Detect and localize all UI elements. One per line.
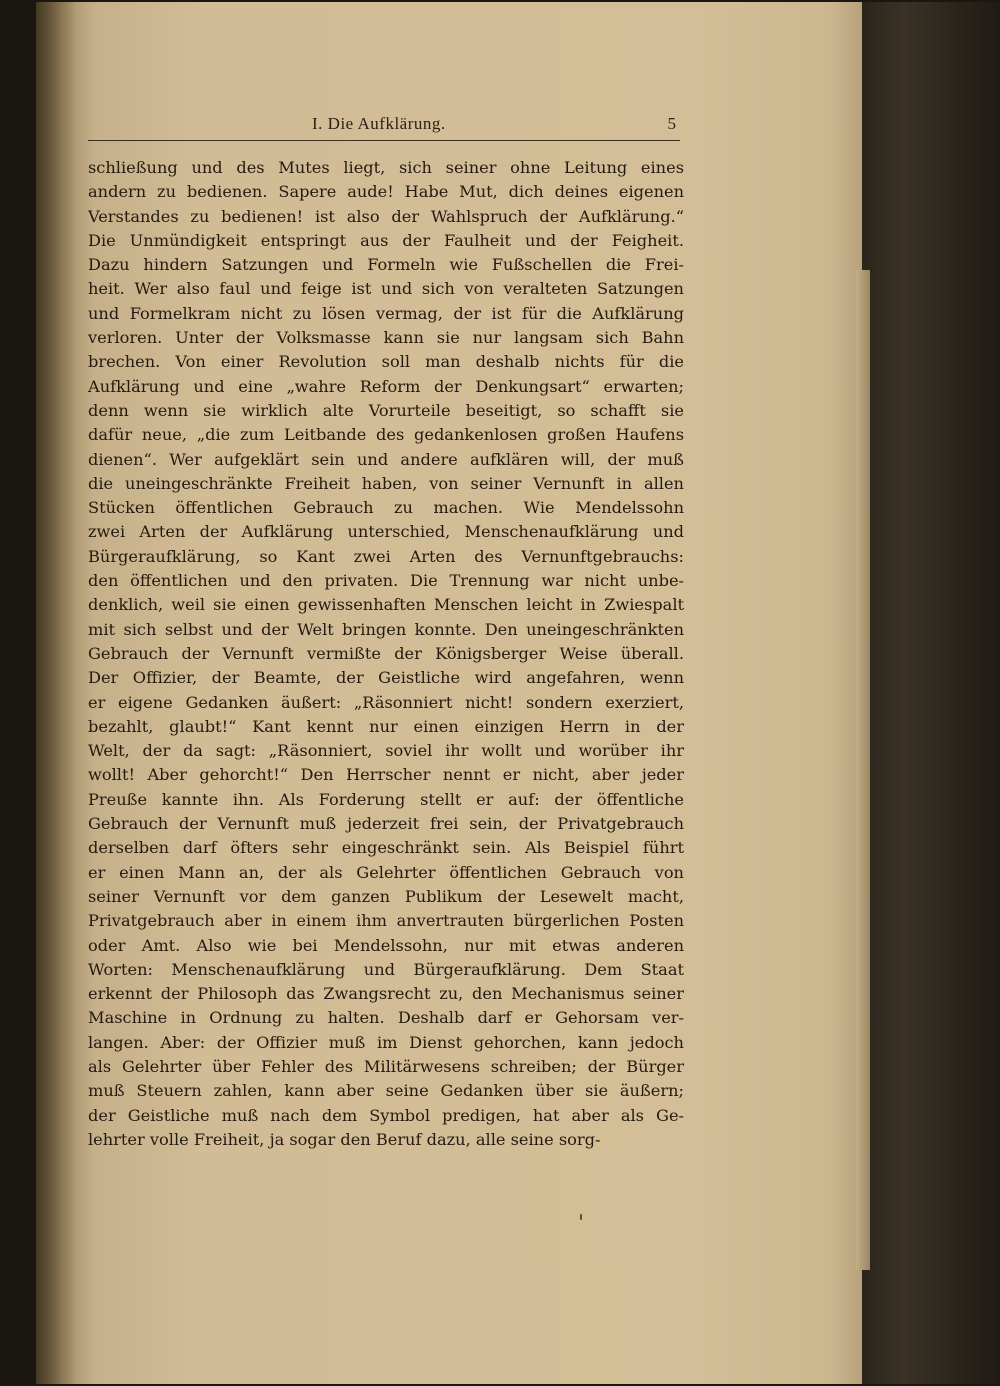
text-line: als Gelehrter über Fehler des Militärwesens schreiben; der Bürger	[88, 1056, 684, 1076]
running-head	[88, 114, 680, 141]
next-page-edge	[856, 270, 870, 1270]
text-line: und Formelkram nicht zu lösen vermag, der ist für die Aufklärung	[88, 303, 684, 323]
text-line: heit. Wer also faul und feige ist und sich von veralteten Satzungen	[88, 279, 684, 299]
text-line: Privatgebrauch aber in einem ihm anvertrauten bürgerlichen Posten	[88, 911, 684, 931]
text-line: brechen. Von einer Revolution soll man deshalb nichts für die	[88, 352, 684, 372]
text-line: denklich, weil sie einen gewissenhaften Menschen leicht in Zwiespalt	[88, 595, 684, 615]
text-line: Gebrauch der Vernunft vermißte der Königsberger Weise überall.	[88, 643, 684, 663]
chapter-title: I. Die Aufklärung.	[312, 114, 446, 133]
body-text	[88, 156, 684, 1152]
text-line: denn wenn sie wirklich alte Vorurteile beseitigt, so schafft sie	[88, 400, 684, 420]
text-line: Gebrauch der Vernunft muß jederzeit frei sein, der Privatgebrauch	[88, 814, 684, 834]
text-line: Bürgeraufklärung, so Kant zwei Arten des Vernunftgebrauchs:	[88, 546, 684, 566]
binding-shadow	[36, 2, 76, 1384]
text-line: seiner Vernunft vor dem ganzen Publikum der Lesewelt macht,	[88, 886, 684, 906]
text-line: Die Unmündigkeit entspringt aus der Faulheit und der Feigheit.	[88, 230, 684, 250]
text-line: Maschine in Ordnung zu halten. Deshalb darf er Gehorsam ver-	[88, 1008, 684, 1028]
text-line: derselben darf öfters sehr eingeschränkt sein. Als Beispiel führt	[88, 838, 684, 858]
text-line: Dazu hindern Satzungen und Formeln wie Fußschellen die Frei-	[88, 255, 684, 275]
text-line: oder Amt. Also wie bei Mendelssohn, nur mit etwas anderen	[88, 935, 684, 955]
text-line: er eigene Gedanken äußert: „Räsonniert nicht! sondern exerziert,	[88, 692, 684, 712]
text-line: andern zu bedienen. Sapere aude! Habe Mut, dich deines eigenen	[88, 182, 684, 202]
text-line: bezahlt, glaubt!“ Kant kennt nur einen einzigen Herrn in der	[88, 716, 684, 736]
book-edge	[862, 2, 1000, 1384]
text-line: erkennt der Philosoph das Zwangsrecht zu, den Mechanismus seiner	[88, 984, 684, 1004]
text-line: Stücken öffentlichen Gebrauch zu machen. Wie Mendelssohn	[88, 498, 684, 518]
text-line: die uneingeschränkte Freiheit haben, von seiner Vernunft in allen	[88, 473, 684, 493]
text-line: dafür neue, „die zum Leitbande des gedankenlosen großen Haufens	[88, 425, 684, 445]
text-line: wollt! Aber gehorcht!“ Den Herrscher nennt er nicht, aber jeder	[88, 765, 684, 785]
text-line: muß Steuern zahlen, kann aber seine Gedanken über sie äußern;	[88, 1081, 684, 1101]
text-line: Preuße kannte ihn. Als Forderung stellt er auf: der öffentliche	[88, 789, 684, 809]
text-line: langen. Aber: der Offizier muß im Dienst gehorchen, kann jedoch	[88, 1032, 684, 1052]
paper-speck	[580, 1214, 582, 1220]
text-line: mit sich selbst und der Welt bringen konnte. Den uneingeschränkten	[88, 619, 684, 639]
text-line: lehrter volle Freiheit, ja sogar den Beruf dazu, alle seine sorg-	[88, 1129, 601, 1149]
text-line: Worten: Menschenaufklärung und Bürgeraufklärung. Dem Staat	[88, 959, 684, 979]
text-line: dienen“. Wer aufgeklärt sein und andere aufklären will, der muß	[88, 449, 684, 469]
page-number: 5	[667, 114, 676, 133]
text-line: verloren. Unter der Volksmasse kann sie nur langsam sich Bahn	[88, 328, 684, 348]
text-line: Der Offizier, der Beamte, der Geistliche wird angefahren, wenn	[88, 668, 684, 688]
text-line: Welt, der da sagt: „Räsonniert, soviel ihr wollt und worüber ihr	[88, 741, 684, 761]
text-line: der Geistliche muß nach dem Symbol predigen, hat aber als Ge-	[88, 1105, 684, 1125]
text-line: er einen Mann an, der als Gelehrter öffentlichen Gebrauch von	[88, 862, 684, 882]
text-line: Verstandes zu bedienen! ist also der Wahlspruch der Aufklärung.“	[88, 206, 684, 226]
text-line: den öffentlichen und den privaten. Die Trennung war nicht unbe-	[88, 571, 684, 591]
text-line: Aufklärung und eine „wahre Reform der Denkungsart“ erwarten;	[88, 376, 684, 396]
text-line: zwei Arten der Aufklärung unterschied, Menschenaufklärung und	[88, 522, 684, 542]
text-line: schließung und des Mutes liegt, sich seiner ohne Leitung eines	[88, 158, 684, 177]
